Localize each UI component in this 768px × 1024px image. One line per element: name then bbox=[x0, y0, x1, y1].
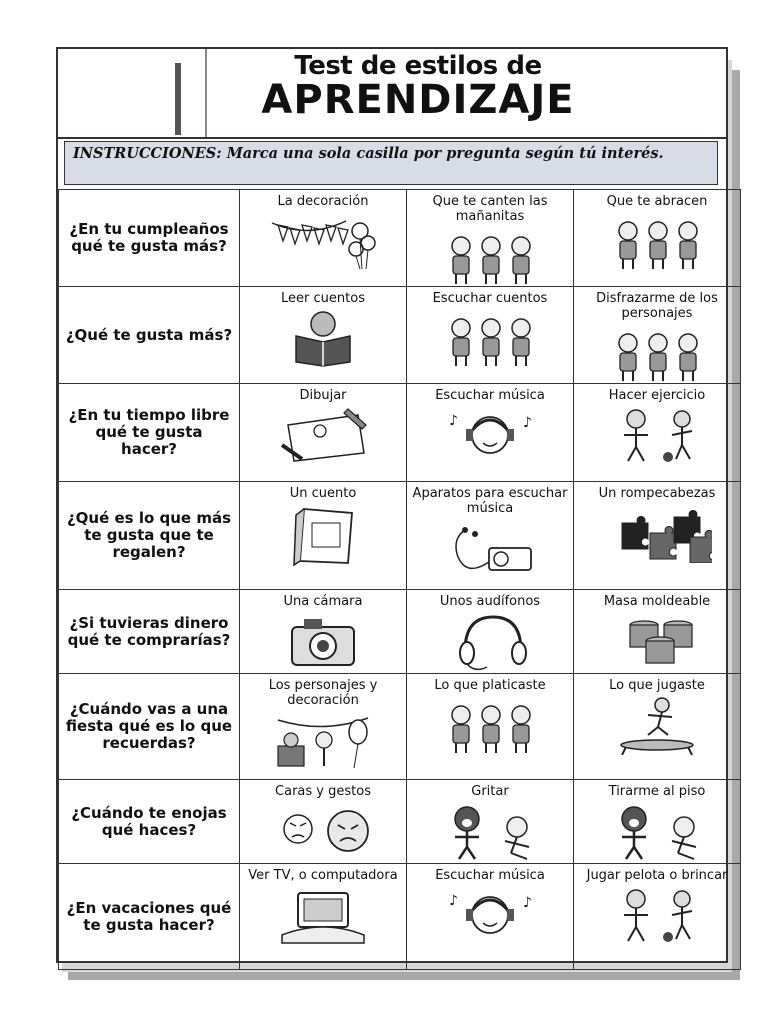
option-label: Que te canten las mañanitas bbox=[432, 194, 548, 224]
question-cell: ¿Qué es lo que más te gusta que te regalen? bbox=[59, 482, 240, 590]
option-label: Jugar pelota o brincar bbox=[586, 868, 728, 883]
option-cell[interactable] bbox=[240, 864, 407, 970]
svg-text:♪: ♪ bbox=[449, 413, 458, 429]
singing-children-icon bbox=[435, 226, 545, 286]
exercising-children-icon bbox=[602, 405, 712, 465]
option-cell[interactable] bbox=[574, 674, 741, 780]
binder-line bbox=[205, 49, 207, 137]
angry-faces-icon bbox=[268, 801, 378, 861]
option-label: Un rompecabezas bbox=[598, 486, 716, 501]
question-cell: ¿En tu cumpleaños qué te gusta más? bbox=[59, 190, 240, 287]
option-cell[interactable] bbox=[240, 674, 407, 780]
tv-computer-icon bbox=[268, 885, 378, 945]
costumed-children-icon bbox=[602, 323, 712, 383]
option-cell[interactable] bbox=[240, 780, 407, 864]
option-label: Lo que platicaste bbox=[434, 678, 546, 693]
option-label: Gritar bbox=[471, 784, 509, 799]
option-label: Aparatos para escuchar música bbox=[412, 486, 568, 516]
option-label: Tirarme al piso bbox=[608, 784, 706, 799]
option-label: La decoración bbox=[277, 194, 369, 209]
question-row bbox=[59, 590, 741, 674]
party-characters-icon bbox=[268, 710, 378, 770]
talking-children-icon bbox=[435, 695, 545, 755]
option-label: Unos audífonos bbox=[439, 594, 541, 609]
option-cell[interactable] bbox=[574, 864, 741, 970]
party-decoration-icon bbox=[268, 211, 378, 271]
option-cell[interactable] bbox=[240, 482, 407, 590]
svg-text:♪: ♪ bbox=[523, 415, 532, 431]
option-cell[interactable] bbox=[407, 864, 574, 970]
option-label: Masa moldeable bbox=[603, 594, 711, 609]
questions-table bbox=[58, 189, 741, 970]
option-cell[interactable] bbox=[407, 674, 574, 780]
trampoline-child-icon bbox=[602, 695, 712, 755]
option-cell[interactable] bbox=[407, 287, 574, 384]
option-label: Escuchar música bbox=[435, 388, 545, 403]
hugging-children-icon bbox=[602, 211, 712, 271]
binder-bar bbox=[175, 63, 181, 135]
title-line-1: Test de estilos de bbox=[294, 51, 542, 81]
instructions-box bbox=[64, 141, 718, 185]
option-label: Escuchar cuentos bbox=[432, 291, 548, 306]
instructions-text: Marca una sola casilla por pregunta según tú interés. bbox=[226, 145, 664, 162]
option-label: Disfrazarme de los personajes bbox=[596, 291, 718, 321]
option-label: Dibujar bbox=[299, 388, 347, 403]
option-label: Una cámara bbox=[283, 594, 363, 609]
option-cell[interactable] bbox=[574, 190, 741, 287]
headphones-child-icon bbox=[435, 405, 545, 465]
option-cell[interactable] bbox=[574, 590, 741, 674]
question-row bbox=[59, 190, 741, 287]
book-icon bbox=[268, 503, 378, 567]
question-row bbox=[59, 780, 741, 864]
option-cell[interactable] bbox=[240, 287, 407, 384]
option-label: Lo que jugaste bbox=[609, 678, 705, 693]
option-cell[interactable] bbox=[240, 384, 407, 482]
listening-children-icon bbox=[435, 308, 545, 368]
option-cell[interactable] bbox=[240, 590, 407, 674]
question-cell: ¿Cuándo vas a una fiesta qué es lo que recuerdas? bbox=[59, 674, 240, 780]
music-listening-child-icon bbox=[435, 885, 545, 945]
reading-child-icon bbox=[268, 308, 378, 368]
option-label: Los personajes y decoración bbox=[268, 678, 378, 708]
option-cell[interactable] bbox=[574, 482, 741, 590]
puzzle-pieces-icon bbox=[602, 503, 712, 563]
worksheet bbox=[56, 47, 728, 963]
question-cell: ¿Si tuvieras dinero qué te comprarías? bbox=[59, 590, 240, 674]
option-label: Que te abracen bbox=[606, 194, 708, 209]
question-cell: ¿En vacaciones qué te gusta hacer? bbox=[59, 864, 240, 970]
option-cell[interactable] bbox=[407, 482, 574, 590]
option-label: Caras y gestos bbox=[275, 784, 371, 799]
option-cell[interactable] bbox=[574, 287, 741, 384]
music-player-icon bbox=[435, 518, 545, 578]
camera-icon bbox=[268, 611, 378, 671]
title-line-2: APRENDIZAJE bbox=[261, 77, 575, 123]
instructions-label: INSTRUCCIONES: bbox=[73, 145, 222, 162]
option-cell[interactable] bbox=[240, 190, 407, 287]
svg-text:♪: ♪ bbox=[523, 895, 532, 911]
question-row bbox=[59, 864, 741, 970]
drawing-paper-icon bbox=[268, 405, 378, 465]
option-label: Leer cuentos bbox=[281, 291, 365, 306]
question-row bbox=[59, 287, 741, 384]
question-row bbox=[59, 674, 741, 780]
svg-text:♪: ♪ bbox=[449, 893, 458, 909]
worksheet-header bbox=[58, 49, 726, 139]
playing-ball-icon bbox=[602, 885, 712, 945]
option-cell[interactable] bbox=[407, 590, 574, 674]
option-cell[interactable] bbox=[407, 780, 574, 864]
question-cell: ¿Qué te gusta más? bbox=[59, 287, 240, 384]
option-cell[interactable] bbox=[407, 190, 574, 287]
play-dough-icon bbox=[602, 611, 712, 671]
tantrum-child-icon bbox=[602, 801, 712, 861]
option-cell[interactable] bbox=[574, 384, 741, 482]
headphones-icon bbox=[435, 611, 545, 671]
option-label: Un cuento bbox=[289, 486, 357, 501]
option-cell[interactable] bbox=[574, 780, 741, 864]
option-cell[interactable] bbox=[407, 384, 574, 482]
question-row bbox=[59, 384, 741, 482]
question-row bbox=[59, 482, 741, 590]
question-cell: ¿En tu tiempo libre qué te gusta hacer? bbox=[59, 384, 240, 482]
option-label: Hacer ejercicio bbox=[608, 388, 706, 403]
option-label: Ver TV, o computadora bbox=[248, 868, 398, 883]
question-cell: ¿Cuándo te enojas qué haces? bbox=[59, 780, 240, 864]
option-label: Escuchar música bbox=[435, 868, 545, 883]
shouting-child-icon bbox=[435, 801, 545, 861]
